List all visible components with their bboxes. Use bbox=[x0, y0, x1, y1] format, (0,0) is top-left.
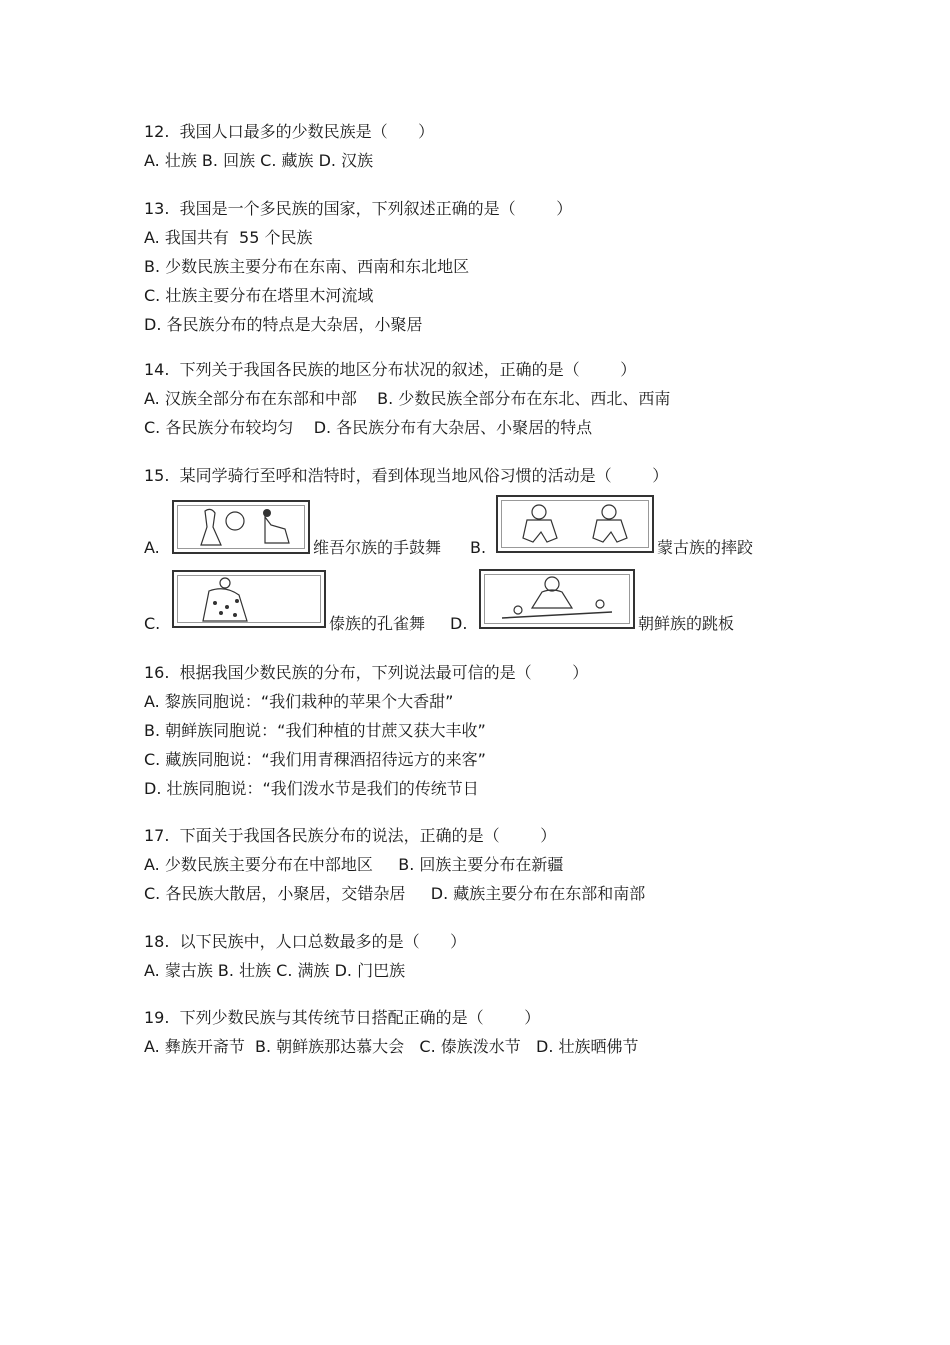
option-line: A. 壮族 B. 回族 C. 藏族 D. 汉族 bbox=[144, 151, 374, 170]
option-letter: B. bbox=[470, 538, 487, 557]
option-letter: A. bbox=[144, 538, 160, 557]
option-line: A. 汉族全部分布在东部和中部 B. 少数民族全部分布在东北、西北、西南 bbox=[144, 389, 671, 408]
question-stem: 18. 以下民族中，人口总数最多的是（ ） bbox=[144, 932, 467, 951]
question-17 bbox=[144, 821, 844, 908]
option-line: A. 我国共有 55 个民族 bbox=[144, 228, 313, 247]
option-line: C. 各民族大散居，小聚居，交错杂居 D. 藏族主要分布在东部和南部 bbox=[144, 884, 646, 903]
peacock-dancer-icon bbox=[175, 573, 323, 625]
seesaw-figures-icon bbox=[482, 572, 632, 626]
option-line: A. 少数民族主要分布在中部地区 B. 回族主要分布在新疆 bbox=[144, 855, 564, 874]
option-line: A. 黎族同胞说：“我们栽种的苹果个大香甜” bbox=[144, 692, 454, 711]
question-stem: 19. 下列少数民族与其传统节日搭配正确的是（ ） bbox=[144, 1008, 541, 1027]
question-16 bbox=[144, 658, 844, 803]
question-15 bbox=[144, 461, 844, 490]
option-line: D. 各民族分布的特点是大杂居，小聚居 bbox=[144, 315, 423, 334]
peacock-dance-illustration bbox=[172, 570, 326, 628]
option-line: D. 壮族同胞说：“我们泼水节是我们的传统节日 bbox=[144, 779, 479, 798]
option-caption: 朝鲜族的跳板 bbox=[638, 614, 735, 633]
question-stem: 17. 下面关于我国各民族分布的说法，正确的是（ ） bbox=[144, 826, 557, 845]
option-line: C. 藏族同胞说：“我们用青稞酒招待远方的来客” bbox=[144, 750, 486, 769]
option-line: A. 彝族开斋节 B. 朝鲜族那达慕大会 C. 傣族泼水节 D. 壮族晒佛节 bbox=[144, 1037, 639, 1056]
option-caption: 傣族的孔雀舞 bbox=[329, 614, 426, 633]
wrestling-illustration bbox=[496, 495, 654, 553]
question-stem: 12. 我国人口最多的少数民族是（ ） bbox=[144, 122, 435, 141]
option-letter: C. bbox=[144, 614, 161, 633]
seesaw-jump-illustration bbox=[479, 569, 635, 629]
option-line: C. 壮族主要分布在塔里木河流域 bbox=[144, 286, 374, 305]
question-13 bbox=[144, 194, 844, 339]
option-caption: 维吾尔族的手鼓舞 bbox=[313, 538, 442, 557]
question-12 bbox=[144, 117, 844, 175]
question-stem: 13. 我国是一个多民族的国家，下列叙述正确的是（ ） bbox=[144, 199, 573, 218]
dancer-figures-icon bbox=[175, 503, 307, 551]
wrestler-figures-icon bbox=[499, 498, 651, 550]
option-line: A. 蒙古族 B. 壮族 C. 满族 D. 门巴族 bbox=[144, 961, 406, 980]
drum-dance-illustration bbox=[172, 500, 310, 554]
question-stem: 14. 下列关于我国各民族的地区分布状况的叙述，正确的是（ ） bbox=[144, 360, 637, 379]
option-line: B. 少数民族主要分布在东南、西南和东北地区 bbox=[144, 257, 470, 276]
option-line: B. 朝鲜族同胞说：“我们种植的甘蔗又获大丰收” bbox=[144, 721, 486, 740]
option-line: C. 各民族分布较均匀 D. 各民族分布有大杂居、小聚居的特点 bbox=[144, 418, 593, 437]
option-caption: 蒙古族的摔跤 bbox=[657, 538, 754, 557]
option-letter: D. bbox=[450, 614, 468, 633]
question-stem: 16. 根据我国少数民族的分布，下列说法最可信的是（ ） bbox=[144, 663, 589, 682]
question-14 bbox=[144, 355, 844, 442]
question-18 bbox=[144, 927, 844, 985]
question-19 bbox=[144, 1003, 844, 1061]
question-stem: 15. 某同学骑行至呼和浩特时，看到体现当地风俗习惯的活动是（ ） bbox=[144, 466, 669, 485]
